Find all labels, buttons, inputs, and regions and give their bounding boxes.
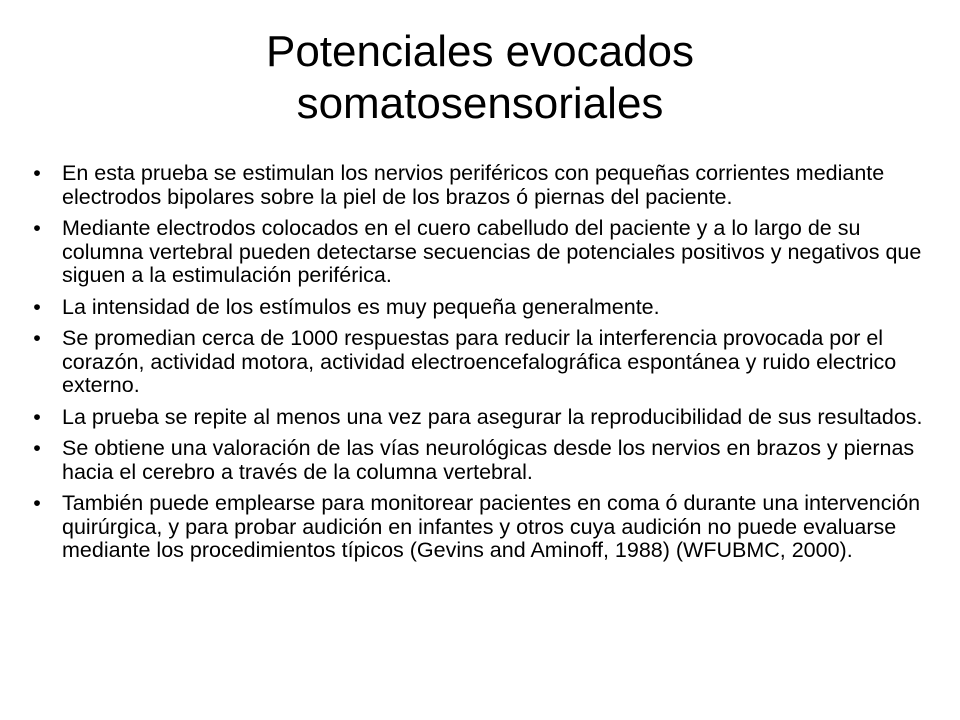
bullet-item-4 xyxy=(0,327,960,398)
bullet-text-1: En esta prueba se estimulan los nervios periféricos con pequeñas corrientes mediante electrodos bipolares sobre la piel de los brazos ó piernas del paciente. xyxy=(62,161,885,209)
bullet-marker-icon: • xyxy=(33,491,41,515)
bullet-marker-icon: • xyxy=(33,326,41,350)
slide-title-line-1: Potenciales evocados xyxy=(265,27,695,76)
bullet-marker-icon: • xyxy=(33,294,41,319)
bullet-marker-icon: • xyxy=(33,216,41,240)
bullet-text-4: Se promedian cerca de 1000 respuestas para reducir la interferencia provocada por el corazón, actividad motora, actividad electroencefalográfica espontánea y ruido electrico externo. xyxy=(62,326,897,397)
slide-title-line-2: somatosensoriales xyxy=(296,79,664,128)
bullet-text-7: También puede emplearse para monitorear pacientes en coma ó durante una intervención quirúrgica, y para probar audición en infantes y otros cuya audición no puede evaluarse mediante los procedimientos típicos (Gevins and Aminoff, 1988) (WFUBMC, 2000). xyxy=(62,491,921,562)
bullet-marker-icon: • xyxy=(33,436,41,460)
bullet-marker-icon: • xyxy=(33,161,41,185)
bullet-item-1 xyxy=(0,162,960,209)
bullet-text-2: Mediante electrodos colocados en el cuero cabelludo del paciente y a lo largo de su columna vertebral pueden detectarse secuencias de potenciales positivos y negativos que siguen a la estimulación periférica. xyxy=(62,216,922,287)
bullet-list xyxy=(0,162,960,571)
bullet-item-5 xyxy=(0,406,960,430)
bullet-text-6: Se obtiene una valoración de las vías neurológicas desde los nervios en brazos y piernas hacia el cerebro a través de la columna vertebral. xyxy=(62,436,915,484)
slide-title xyxy=(60,26,900,130)
bullet-item-7 xyxy=(0,492,960,563)
bullet-marker-icon: • xyxy=(33,404,41,429)
bullet-text-3: La intensidad de los estímulos es muy pequeña generalmente. xyxy=(62,294,660,319)
bullet-item-2 xyxy=(0,217,960,288)
bullet-item-6 xyxy=(0,437,960,484)
bullet-item-3 xyxy=(0,296,960,320)
bullet-text-5: La prueba se repite al menos una vez para asegurar la reproducibilidad de sus resultados. xyxy=(62,404,923,429)
